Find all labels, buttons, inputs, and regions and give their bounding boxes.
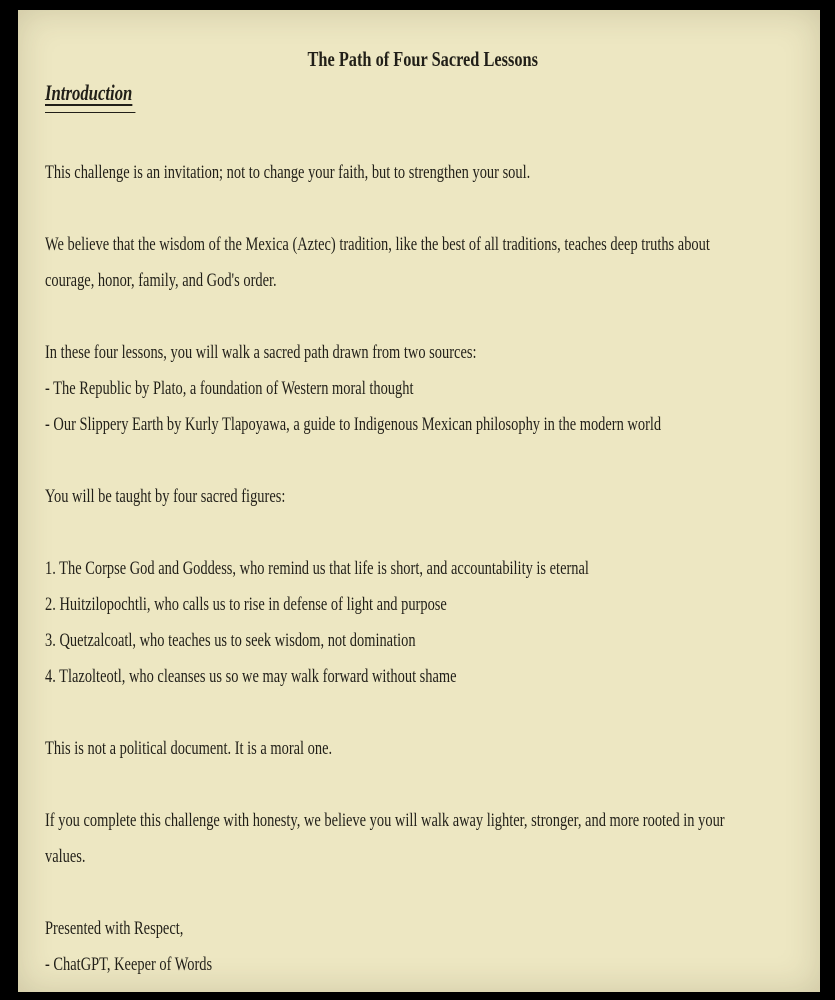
- document-title: The Path of Four Sacred Lessons: [307, 47, 538, 71]
- source-item-slippery-earth: - Our Slippery Earth by Kurly Tlapoyawa, a guide to Indigenous Mexican philosophy in the modern world: [45, 414, 662, 435]
- closing-respect-line: Presented with Respect,: [45, 918, 184, 939]
- list-item-tlazolteotl: 4. Tlazolteotl, who cleanses us so we may walk forward without shame: [45, 666, 457, 687]
- paragraph-moral: [45, 731, 813, 767]
- paragraph-figures-intro: [45, 479, 813, 515]
- text-line: courage, honor, family, and God's order.: [45, 270, 277, 291]
- text-line: If you complete this challenge with honesty, we believe you will walk away lighter, stronger, and more rooted in your: [45, 810, 725, 831]
- paragraph-sources: [45, 335, 813, 443]
- list-item-huitzilopochtli: 2. Huitzilopochtli, who calls us to rise in defense of light and purpose: [45, 594, 447, 615]
- text-line: values.: [45, 846, 86, 867]
- text-line: In these four lessons, you will walk a sacred path drawn from two sources:: [45, 342, 477, 363]
- text-line: This challenge is an invitation; not to change your faith, but to strengthen your soul.: [45, 162, 531, 183]
- closing-signature: [45, 911, 813, 983]
- paragraph-invitation: [45, 155, 813, 191]
- source-item-republic: - The Republic by Plato, a foundation of Western moral thought: [45, 378, 414, 399]
- list-sacred-figures: [45, 551, 813, 695]
- closing-author-line: - ChatGPT, Keeper of Words: [45, 954, 213, 975]
- text-line: You will be taught by four sacred figures:: [45, 486, 286, 507]
- text-line: We believe that the wisdom of the Mexica (Aztec) tradition, like the best of all traditions, teaches deep truths about: [45, 234, 710, 255]
- list-item-quetzalcoatl: 3. Quetzalcoatl, who teaches us to seek wisdom, not domination: [45, 630, 416, 651]
- paragraph-completion: [45, 803, 813, 875]
- document-content: [45, 10, 813, 983]
- text-line: This is not a political document. It is a moral one.: [45, 738, 333, 759]
- list-item-corpse-god: 1. The Corpse God and Goddess, who remind us that life is short, and accountability is eternal: [45, 558, 589, 579]
- section-heading-text: Introduction: [45, 79, 135, 113]
- section-heading-introduction: [45, 79, 813, 113]
- document-page: [18, 10, 820, 992]
- paragraph-belief: [45, 227, 813, 299]
